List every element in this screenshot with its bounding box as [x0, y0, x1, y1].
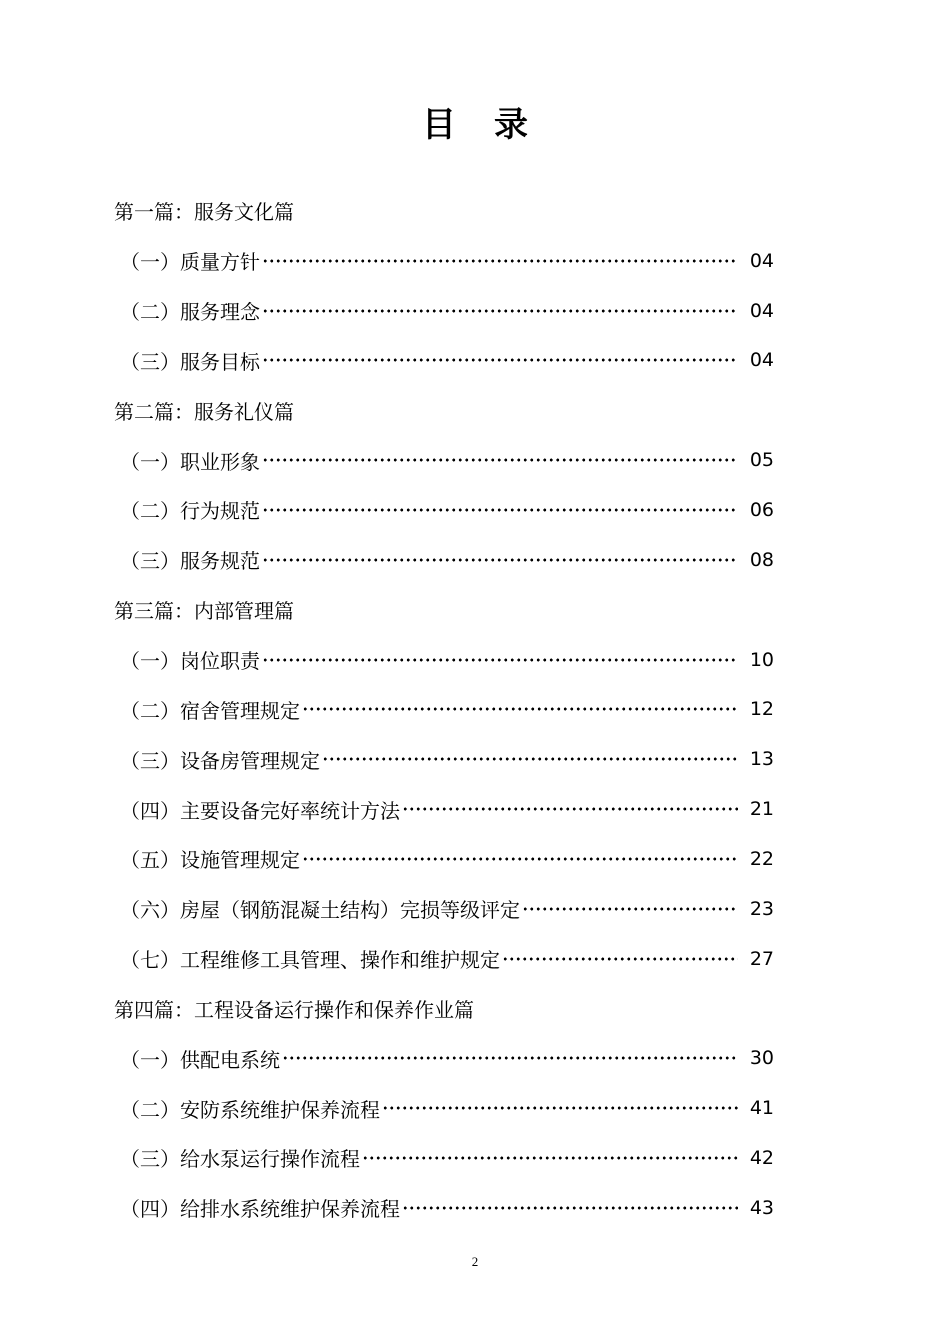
toc-entry	[114, 635, 774, 685]
dot-leader	[402, 1203, 738, 1213]
toc-entry	[114, 734, 774, 784]
dot-leader	[262, 306, 738, 316]
dot-leader	[262, 455, 738, 465]
dot-leader	[402, 804, 738, 814]
toc-entry	[114, 336, 774, 386]
toc-entry-page: 10	[749, 648, 774, 671]
toc-entry-page: 04	[749, 349, 774, 372]
toc-entry-page: 42	[749, 1146, 774, 1169]
dot-leader	[262, 555, 738, 565]
dot-leader	[262, 655, 738, 665]
toc-entry-number: （六）	[120, 898, 180, 923]
toc-entry-label: 房屋（钢筋混凝土结构）完损等级评定	[180, 898, 520, 923]
toc-entry-number: （四）	[120, 1197, 180, 1222]
toc-entry	[114, 1033, 774, 1083]
toc-entry-label: 宿舍管理规定	[180, 698, 300, 723]
toc-entry-number: （三）	[120, 748, 180, 773]
toc-entry-number: （三）	[120, 349, 180, 374]
toc-entry-label: 设施管理规定	[180, 848, 300, 873]
toc-entry-page: 05	[749, 449, 774, 472]
toc-entry-page: 06	[749, 498, 774, 521]
toc-entry-number: （七）	[120, 948, 180, 973]
dot-leader	[362, 1153, 738, 1163]
toc-entry-number: （二）	[120, 1097, 180, 1122]
page-title: 目录	[422, 105, 566, 145]
toc-entry-number: （一）	[120, 449, 180, 474]
dot-leader	[522, 904, 738, 914]
dot-leader	[382, 1103, 738, 1113]
dot-leader	[262, 256, 738, 266]
toc-entry-page: 12	[749, 698, 774, 721]
toc-entry-number: （二）	[120, 499, 180, 524]
dot-leader	[282, 1053, 738, 1063]
dot-leader	[502, 954, 738, 964]
toc-entry-label: 主要设备完好率统计方法	[180, 798, 400, 823]
toc-entry-label: 服务规范	[180, 549, 260, 574]
toc-entry-page: 41	[749, 1097, 774, 1120]
toc-entry	[114, 435, 774, 485]
toc-entry-page: 23	[749, 897, 774, 920]
dot-leader	[262, 505, 738, 515]
toc-section-heading: 第三篇：内部管理篇	[114, 599, 294, 624]
toc-entry	[114, 1183, 774, 1233]
toc-entry-number: （二）	[120, 698, 180, 723]
toc-entry-label: 工程维修工具管理、操作和维护规定	[180, 948, 500, 973]
toc-entry-number: （五）	[120, 848, 180, 873]
toc-entry-number: （三）	[120, 549, 180, 574]
toc-entry-label: 给水泵运行操作流程	[180, 1147, 360, 1172]
page-number: 2	[471, 1254, 479, 1269]
dot-leader	[322, 754, 738, 764]
toc-entry-number: （一）	[120, 649, 180, 674]
toc-entry-label: 服务理念	[180, 300, 260, 325]
toc-entry-page: 30	[749, 1047, 774, 1070]
toc-entry-label: 行为规范	[180, 499, 260, 524]
toc-entry-page: 04	[749, 299, 774, 322]
dot-leader	[262, 355, 738, 365]
toc-entry-page: 22	[749, 847, 774, 870]
toc-entry-page: 43	[749, 1196, 774, 1219]
toc-entry-label: 服务目标	[180, 349, 260, 374]
toc-entry-number: （三）	[120, 1147, 180, 1172]
dot-leader	[302, 854, 738, 864]
toc-entry-label: 设备房管理规定	[180, 748, 320, 773]
toc-entry	[114, 1133, 774, 1183]
toc-entry-page: 13	[749, 748, 774, 771]
toc-entry	[114, 934, 774, 984]
toc-entry	[114, 784, 774, 834]
toc-entry	[114, 236, 774, 286]
toc-entry	[114, 535, 774, 585]
toc-entry	[114, 684, 774, 734]
toc-entry-label: 岗位职责	[180, 649, 260, 674]
toc-entry-label: 给排水系统维护保养流程	[180, 1197, 400, 1222]
toc-entry-number: （四）	[120, 798, 180, 823]
toc-section-heading: 第二篇：服务礼仪篇	[114, 399, 294, 424]
toc-entry-page: 21	[749, 798, 774, 821]
toc-section-heading: 第一篇：服务文化篇	[114, 200, 294, 225]
toc-entry-page: 27	[749, 947, 774, 970]
toc-entry	[114, 834, 774, 884]
toc-entry	[114, 1083, 774, 1133]
toc-entry-label: 安防系统维护保养流程	[180, 1097, 380, 1122]
toc-entry-page: 08	[749, 548, 774, 571]
toc-entry-label: 供配电系统	[180, 1047, 280, 1072]
toc-entry	[114, 485, 774, 535]
toc-entry-number: （一）	[120, 250, 180, 275]
dot-leader	[302, 704, 738, 714]
table-of-contents	[114, 186, 774, 1233]
toc-entry-number: （二）	[120, 300, 180, 325]
toc-entry	[114, 286, 774, 336]
toc-entry	[114, 884, 774, 934]
toc-entry-label: 职业形象	[180, 449, 260, 474]
toc-entry-label: 质量方针	[180, 250, 260, 275]
toc-section-heading: 第四篇：工程设备运行操作和保养作业篇	[114, 997, 474, 1022]
toc-entry-page: 04	[749, 249, 774, 272]
toc-entry-number: （一）	[120, 1047, 180, 1072]
